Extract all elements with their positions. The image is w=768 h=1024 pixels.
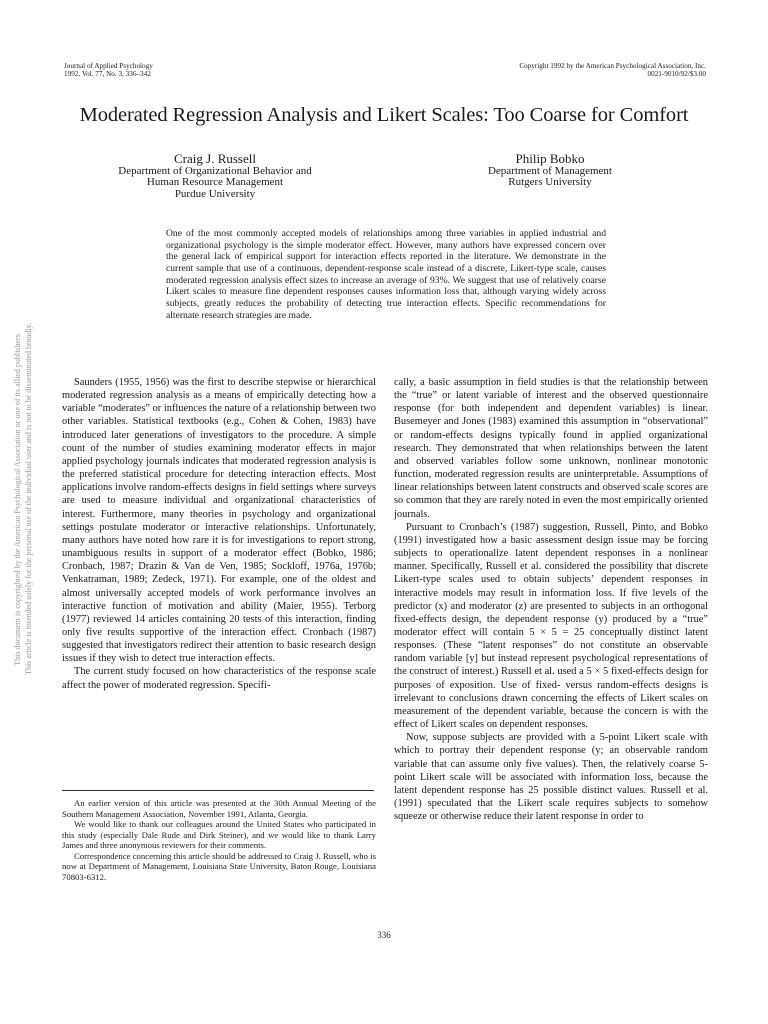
body-paragraph: Now, suppose subjects are provided with a 5-point Likert scale with which to portray their dependent response (y; an observable random variable that can assume only five values). Then, the relatively coarse 5-point Likert scale will be associated with information loss, because the latent dependent response has 25 possible distinct values. Russell et al. (1991) speculated that the Likert scale requires subjects to somehow squeeze or otherwise reduce their latent response in order to	[394, 732, 708, 823]
footnotes	[62, 798, 376, 882]
author-affiliation-line: Purdue University	[174, 187, 256, 200]
copyright-header	[519, 62, 706, 78]
copyright-line: Copyright 1992 by the American Psychological Association, Inc.	[519, 62, 706, 70]
footnote: Correspondence concerning this article should be addressed to Craig J. Russell, who is now at Department of Management, Louisiana State University, Baton Rouge, Louisiana 70803-6312.	[62, 850, 376, 882]
watermark-line: This document is copyrighted by the American Psychological Association or one of its allied publishers.	[13, 332, 22, 666]
page-number: 336	[377, 930, 391, 940]
abstract: One of the most commonly accepted models of relationships among three variables in applied industrial and organizational psychology is the simple moderator effect. However, many authors have expressed concern over the general lack of empirical support for interaction effects reported in the literature. We demonstrate in the current sample that use of a continuous, dependent-response scale instead of a discrete, Likert-type scale, causes moderated regression analysis effect sizes to increase an average of 93%. We suggest that use of relatively coarse Likert scales to measure fine dependent responses causes information loss that, although varying widely across subjects, greatly reduces the probability of detecting true interaction effects. Specific recommendations for alternate research strategies are made.	[166, 228, 606, 321]
author-affiliation-line: Department of Management	[487, 165, 612, 177]
body-paragraph: Saunders (1955, 1956) was the first to describe stepwise or hierarchical moderated regression analysis as a means of empirically detecting how a variable “moderates” or influences the nature of a relationship between two other variables. Statistical textbooks (e.g., Cohen & Cohen, 1983) have introduced later generations of investigators to the procedure. A simple count of the number of studies examining moderator effects in major applied psychology journals indicates that moderated regression analysis is the preferred statistical procedure for detecting interaction effects. Most applications involve random-effects designs in field settings where surveys are used to measure individual and organizational characteristics of interest. Furthermore, many theories in psychology and organizational settings postulate moderator or interactive relationships. Unfortunately, many authors have noted how rare it is for investigations to report strong, unambiguous results in support of a moderator effect (Bobko, 1986; Cronbach, 1987; Drazin & Van de Ven, 1985; Sockloff, 1976a, 1976b; Venkatraman, 1989; Zedeck, 1971). For example, one of the oldest and almost universally accepted models of work performance involves an interactive function of motivation and ability (Maier, 1955). Terborg (1977) reviewed 14 articles containing 20 tests of this interaction, finding only five results supportive of the interaction effect. Cronbach (1987) suggested that investigators redirect their attention to basic research design issues if they wish to detect true interaction effects.	[62, 377, 376, 665]
author-name: Philip Bobko	[515, 151, 585, 166]
copyright-watermark	[12, 299, 34, 699]
footnote: An earlier version of this article was presented at the 30th Annual Meeting of the Southern Management Association, November 1991, Atlanta, Georgia.	[62, 798, 376, 819]
body-column-left	[62, 376, 376, 692]
author-affiliation-line: Department of Organizational Behavior and	[118, 165, 312, 177]
watermark-line: This article is intended solely for the personal use of the individual user and is not to be disseminated broadly.	[24, 323, 33, 675]
author-block-russell	[100, 152, 330, 200]
body-paragraph: cally, a basic assumption in field studies is that the relationship between the “true” or latent variable of interest and the observed questionnaire response (for both independent and dependent variables) is linear. Busemeyer and Jones (1983) examined this assumption in “observational” or random-effects designs typically found in applied organizational research. They demonstrated that when relationships between the latent and observed variables follow some unknown, nonlinear monotonic function, moderated regression results are uninterpretable. Assumptions of linear relationships between latent constructs and observed scale scores are so common that they are rarely noted in even the most empirically oriented journals.	[394, 377, 708, 520]
body-paragraph: The current study focused on how characteristics of the response scale affect the power of moderated regression. Specifi-	[62, 666, 376, 691]
author-block-bobko	[432, 152, 668, 189]
footnote-divider	[62, 790, 374, 791]
body-paragraph: Pursuant to Cronbach’s (1987) suggestion, Russell, Pinto, and Bobko (1991) investigated how a basic assessment design issue may be forcing subjects to operationalize latent dependent responses in a nonlinear manner. Specifically, Russell et al. considered the possibility that discrete Likert-type scales used to obtain subjects’ dependent responses in interactive models may result in information loss. If five levels of the predictor (x) and moderator (z) are presented to subjects in an orthogonal fixed-effects design, the dependent response (y) produced by a “true” moderator effect will contain 5 × 5 = 25 conceptually distinct latent responses. (These “latent responses” do not constitute an observable random variable [y] but instead represent psychological representations of the construct of interest.) Russell et al. used a 5 × 5 fixed-effects design for purposes of exposition. Use of fixed- versus random-effects designs is irrelevant to conclusions drawn concerning the effects of Likert scales on measurement of the dependent variable, because the concern is with the effect of Likert scales on dependent responses.	[394, 521, 708, 731]
issn-line: 0021-9010/92/$3.00	[647, 70, 706, 79]
author-affiliation-line: Rutgers University	[508, 176, 592, 189]
author-affiliation-line: Human Resource Management	[146, 176, 284, 189]
journal-name: Journal of Applied Psychology	[64, 62, 153, 70]
footnote: We would like to thank our colleagues around the United States who participated in this study (especially Dale Rude and Dirk Steiner), and we would like to thank Larry James and three anonymous reviewers for their comments.	[62, 819, 376, 850]
article-title: Moderated Regression Analysis and Likert Scales: Too Coarse for Comfort	[79, 104, 689, 126]
journal-volume: 1992, Vol. 77, No. 3, 336–342	[64, 70, 151, 79]
journal-header	[64, 62, 153, 78]
body-column-right	[394, 376, 708, 823]
author-name: Craig J. Russell	[174, 151, 256, 166]
